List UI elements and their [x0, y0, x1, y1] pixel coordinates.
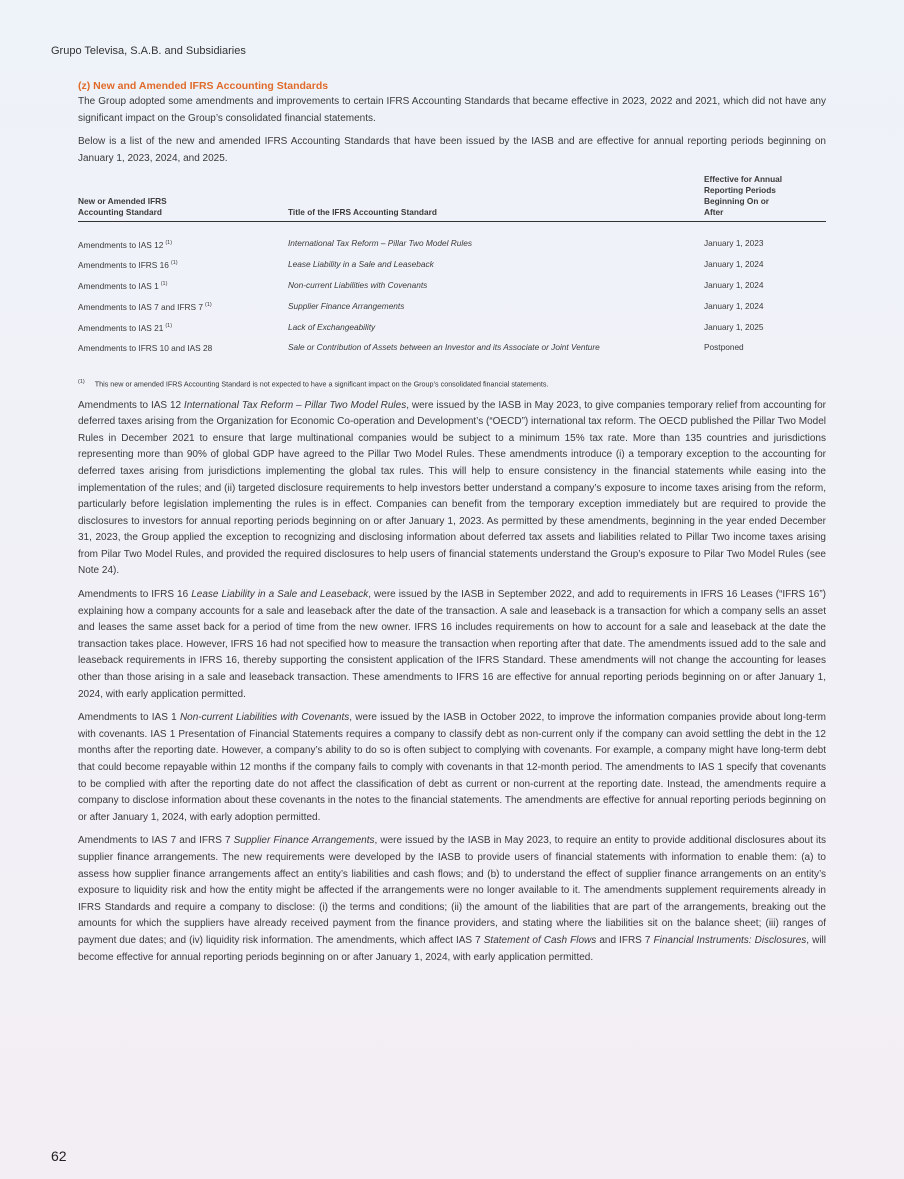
footnote-text: This new or amended IFRS Accounting Standard is not expected to have a significant impact on the Group’s consolidated financial statements.	[94, 379, 549, 389]
paragraph-ias12: Amendments to IAS 12 International Tax Reform – Pillar Two Model Rules, were issued by the IASB in May 2023, to give companies temporary relief from accounting for deferred taxes arising from the Organization for Economic Co-operation and Development’s (“OECD”) international tax reform. The OECD published the Pillar Two Model Rules in December 2021 to ensure that large multinational companies would be subject to a minimum 15% tax rate. More than 135 countries and jurisdictions representing more than 90% of global GDP have agreed to the Pillar Two Model Rules. These amendments introduce (i) a temporary exception to the accounting for deferred taxes arising from jurisdictions implementing the global tax rules. This will help to ensure consistency in the financial statements while easing into the implementation of the rules; and (ii) targeted disclosure requirements to help investors better understand a company’s exposure to income taxes arising from the reform, particularly before legislation implementing the rules is in effect. Companies can benefit from the temporary exception immediately but are required to provide the disclosures to investors for annual reporting periods beginning on or after January 1, 2023. As permitted by these amendments, beginning in the year ended December 31, 2023, the Group applied the exception to recognizing and disclosing information about deferred tax assets and liabilities related to Pillar Two income taxes arising from Pilar Two Model Rules, and provided the required disclosures to help users of financial statements understand the Group’s exposure to Pilar Two Model Rules (see Note 24).	[78, 399, 826, 577]
header-standard: New or Amended IFRS Accounting Standard	[78, 174, 288, 221]
row-standard: Amendments to IAS 21 $^{(1)}$	[78, 322, 173, 333]
row-title: Non-current Liabilities with Covenants	[288, 279, 428, 290]
row-title: Lack of Exchangeability	[288, 321, 376, 332]
intro-paragraph-1: The Group adopted some amendments and improvements to certain IFRS Accounting Standards that became effective in 2023, 2022 and 2021, which did not have any significant impact on the Group’s consolidated financial statements.	[78, 96, 826, 124]
row-effective: Postponed	[704, 342, 744, 353]
table-header-row	[78, 174, 826, 221]
footnote-mark: (1)	[78, 379, 85, 386]
paragraph-ias1: Amendments to IAS 1 Non-current Liabilities with Covenants, were issued by the IASB in October 2022, to improve the information companies provide about long-term with covenants. IAS 1 Presentation of Financial Statements requires a company to classify debt as non-current only if the company can avoid settling the debt in the 12 months after the reporting date. However, a company’s ability to do so is often subject to complying with covenants. For example, a company might have long-term debt that could become repayable within 12 months if the company fails to comply with covenants in that 12-month period. The amendments to IAS 1 specify that covenants to be complied with after the reporting date do not affect the classification of debt as current or non-current at the reporting date. Instead, the amendments require a company to disclose information about these covenants in the notes to the financial statements. The amendments are effective for annual reporting periods beginning on or after January 1, 2024, with early adoption permitted.	[78, 712, 826, 823]
table-row	[78, 313, 826, 334]
row-standard: Amendments to IAS 1 $^{(1)}$	[78, 280, 168, 291]
page-number: 62	[51, 1148, 67, 1164]
row-standard: Amendments to IAS 7 and IFRS 7 $^{(1)}$	[78, 301, 212, 312]
paragraph-ias7-ifrs7: Amendments to IAS 7 and IFRS 7 Supplier Finance Arrangements, were issued by the IASB in May 2023, to require an entity to provide additional disclosures about its supplier finance arrangements. The new requirements were developed by the IASB to provide users of financial statements with information to enable them: (a) to assess how supplier finance arrangements affect an entity’s liabilities and cash flows; and (b) to understand the effect of supplier finance arrangements on an entity’s exposure to liquidity risk and how the entity might be affected if the arrangements were no longer available to it. The amendments supplement requirements already in IFRS Standards and require a company to disclose: (i) the terms and conditions; (ii) the amount of the liabilities that are part of the arrangements, breaking out the amounts for which the suppliers have already received payment from the finance providers, and stating where the liabilities sit on the balance sheet; (iii) ranges of payment due dates; and (iv) liquidity risk information. The amendments, which affect IAS 7 Statement of Cash Flows and IFRS 7 Financial Instruments: Disclosures, will become effective for annual reporting periods beginning on or after January 1, 2024, with early application permitted.	[78, 835, 827, 963]
row-effective: January 1, 2023	[704, 238, 764, 249]
row-title: Lease Liability in a Sale and Leaseback	[288, 259, 434, 270]
row-effective: January 1, 2025	[704, 321, 764, 332]
table-row	[78, 333, 826, 354]
row-title: Sale or Contribution of Assets between an Investor and its Associate or Joint Venture	[288, 342, 600, 353]
row-effective: January 1, 2024	[704, 259, 764, 270]
table-row	[78, 292, 826, 313]
header-title: Title of the IFRS Accounting Standard	[288, 174, 704, 221]
intro-paragraph-2: Below is a list of the new and amended IFRS Accounting Standards that have been issued by the IASB and are effective for annual reporting periods beginning on January 1, 2023, 2024, and 2025.	[78, 136, 826, 164]
section-title: (z) New and Amended IFRS Accounting Standards	[78, 80, 329, 92]
paragraph-ifrs16: Amendments to IFRS 16 Lease Liability in a Sale and Leaseback, were issued by the IASB in September 2022, and add to requirements in IFRS 16 Leases (“IFRS 16”) explaining how a company accounts for a sale and leaseback after the date of the transaction. A sale and leaseback is a transaction for which a company sells an asset and leases the same asset back for a period of time from the new owner. IFRS 16 includes requirements on how to account for a sale and leaseback at the date the transaction takes place. However, IFRS 16 had not specified how to measure the transaction when reporting after that date. The amendments issued add to the sale and leaseback requirements in IFRS 16, thereby supporting the consistent application of the IFRS Standard. These amendments will not change the accounting for leases other than those arising in a sale and leaseback transaction. These amendments to IFRS 16 are effective for annual reporting periods beginning on or after January 1, 2024, with early application permitted.	[78, 589, 826, 700]
row-effective: January 1, 2024	[704, 279, 764, 290]
company-header: Grupo Televisa, S.A.B. and Subsidiaries	[51, 45, 246, 57]
table-row	[78, 271, 826, 292]
row-effective: January 1, 2024	[704, 300, 764, 311]
header-effective: Effective for Annual Reporting Periods Beginning On or After	[704, 174, 826, 221]
table-footnote	[78, 379, 826, 388]
table-row	[78, 221, 826, 250]
main-content	[78, 80, 826, 973]
row-title: Supplier Finance Arrangements	[288, 300, 405, 311]
table-row	[78, 250, 826, 271]
row-standard: Amendments to IFRS 16 $^{(1)}$	[78, 260, 178, 271]
standards-table	[78, 174, 826, 354]
row-standard: Amendments to IAS 12 $^{(1)}$	[78, 239, 173, 250]
row-title: International Tax Reform – Pillar Two Model Rules	[288, 238, 472, 249]
row-standard: Amendments to IFRS 10 and IAS 28	[78, 343, 213, 354]
